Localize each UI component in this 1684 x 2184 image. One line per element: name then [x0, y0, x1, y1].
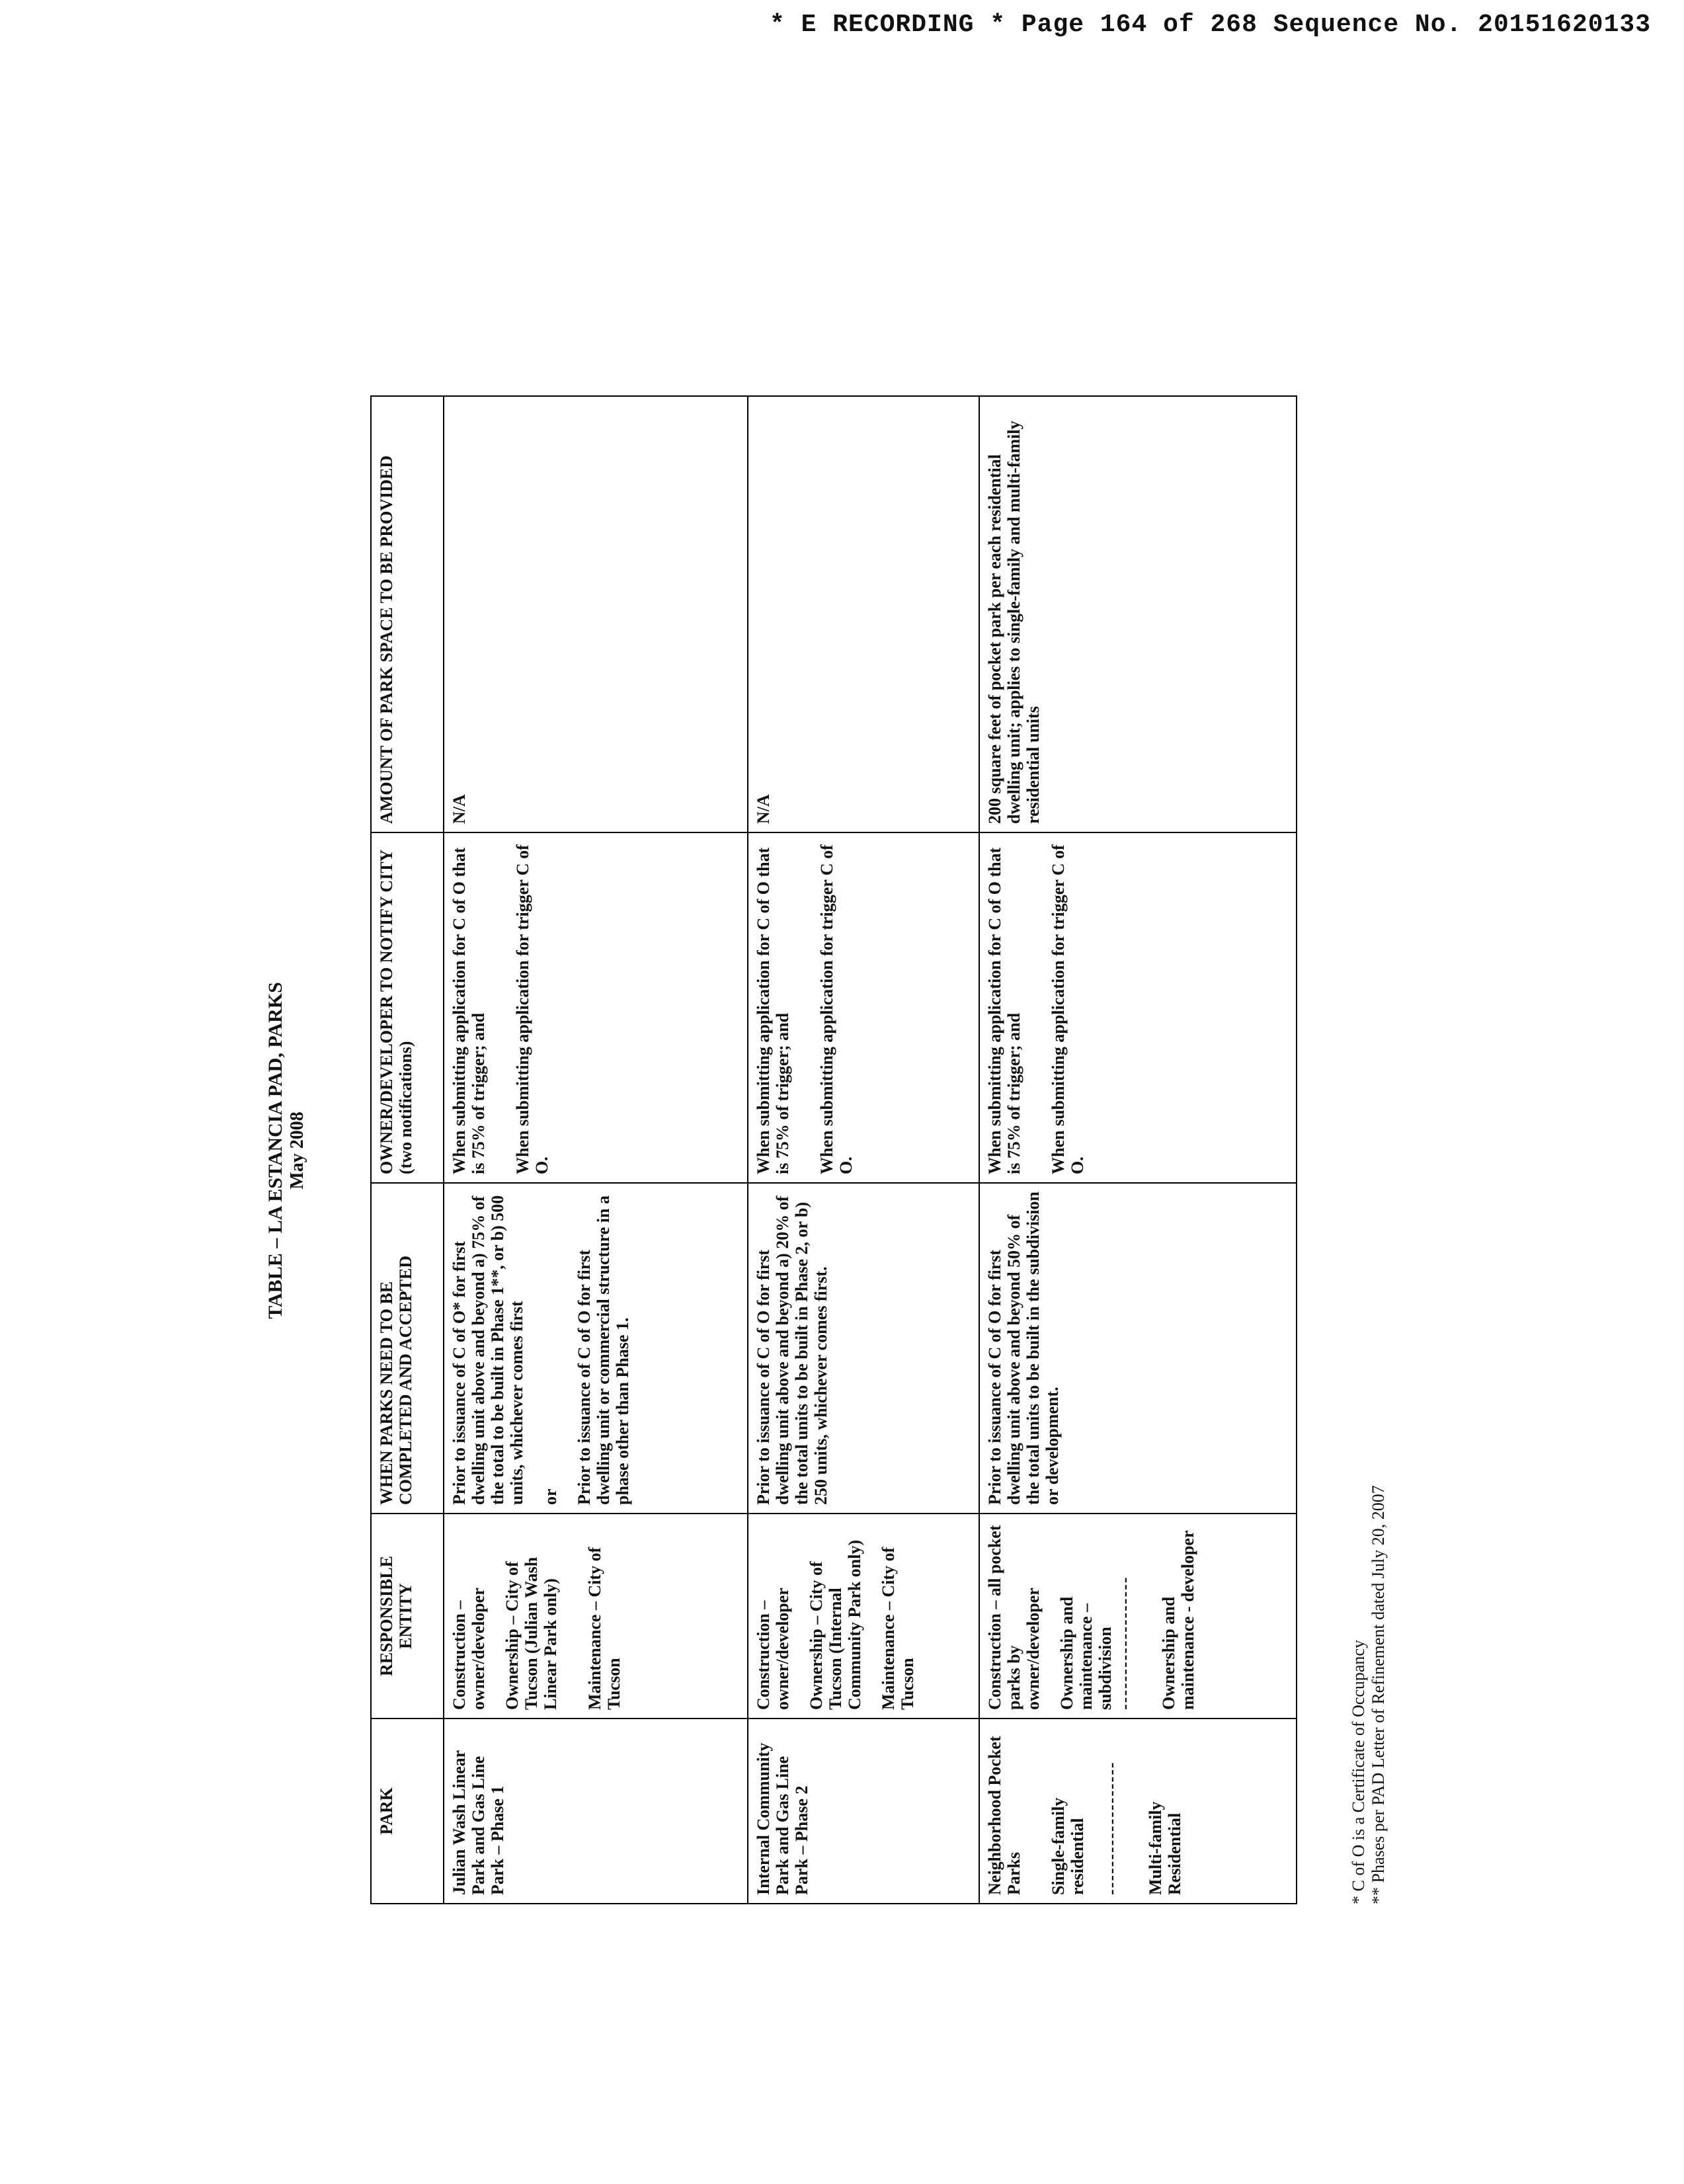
- park-sub-single-family: Single-family residential: [1049, 1797, 1087, 1895]
- entity-construction: Construction – owner/developer: [754, 1588, 792, 1710]
- when-condition-a: Prior to issuance of C of O* for first dwelling unit above and beyond a) 75% of the total to be built in Phase 1**, or b) 500 units, whichever comes first: [450, 1195, 526, 1505]
- document-subtitle: May 2008: [287, 1112, 307, 1190]
- table-row: [444, 396, 748, 1904]
- park-name: Neighborhood Pocket Parks: [985, 1736, 1023, 1895]
- parks-table: [370, 395, 1297, 1904]
- when-condition-a: Prior to issuance of C of O for first dwelling unit above and beyond a) 20% of the total units to be built in Phase 2, or b) 250 units, whichever comes first.: [754, 1195, 830, 1505]
- notify-cell: [748, 832, 979, 1183]
- when-condition-b: Prior to issuance of C of O for first dwelling unit or commercial structure in a phase other than Phase 1.: [575, 1195, 632, 1505]
- notify-cell: [444, 832, 748, 1183]
- entity-maintenance: Maintenance – City of Tucson: [585, 1547, 623, 1710]
- when-condition-a: Prior to issuance of C of O for first dwelling unit above and beyond 50% of the total units to be built in the subdivision or development.: [985, 1192, 1062, 1505]
- amount-value: N/A: [754, 794, 773, 824]
- when-cell: [979, 1183, 1297, 1514]
- entity-ownership: Ownership – City of Tucson (Julian Wash Linear Park only): [502, 1557, 560, 1710]
- footnote-phases: ** Phases per PAD Letter of Refinement dated July 20, 2007: [1369, 1485, 1388, 1904]
- rotated-document: [264, 384, 1455, 1904]
- footnote-c-of-o: * C of O is a Certificate of Occupancy: [1349, 1640, 1368, 1904]
- when-or: or: [541, 1488, 560, 1505]
- notify-first: When submitting application for C of O that is 75% of trigger; and: [754, 847, 792, 1174]
- entity-construction: Construction – owner/developer: [450, 1588, 488, 1710]
- amount-cell: [979, 396, 1297, 832]
- footnotes: [1349, 397, 1388, 1904]
- header-when-completed: WHEN PARKS NEED TO BE COMPLETED AND ACCEPTED: [371, 1183, 444, 1514]
- table-row: [748, 396, 979, 1904]
- entity-cell: [444, 1514, 748, 1719]
- entity-cell: [748, 1514, 979, 1719]
- header-notify-city: OWNER/DEVELOPER TO NOTIFY CITY (two notifications): [371, 832, 444, 1183]
- park-cell: [444, 1719, 748, 1904]
- park-cell: [979, 1719, 1297, 1904]
- entity-construction: Construction – all pocket parks by owner/developer: [985, 1525, 1043, 1710]
- amount-cell: [444, 396, 748, 832]
- notify-second: When submitting application for trigger C of O.: [1049, 844, 1087, 1174]
- entity-maintenance: Maintenance – City of Tucson: [879, 1547, 917, 1710]
- entity-cell: [979, 1514, 1297, 1719]
- table-header-row: [371, 396, 444, 1904]
- entity-single-family: Ownership and maintenance – subdivision: [1057, 1596, 1115, 1710]
- when-cell: [444, 1183, 748, 1514]
- header-responsible-entity: RESPONSIBLE ENTITY: [371, 1514, 444, 1719]
- amount-value: 200 square feet of pocket park per each residential dwelling unit; applies to single-family and multi-family residential units: [985, 421, 1043, 824]
- notify-first: When submitting application for C of O that is 75% of trigger; and: [450, 847, 488, 1174]
- park-name: Internal Community Park and Gas Line Park – Phase 2: [754, 1742, 811, 1895]
- entity-multi-family: Ownership and maintenance - developer: [1159, 1530, 1197, 1710]
- amount-value: N/A: [450, 794, 469, 824]
- park-cell: [748, 1719, 979, 1904]
- title-block: [264, 397, 308, 1904]
- header-park: PARK: [371, 1719, 444, 1904]
- header-amount-park-space: AMOUNT OF PARK SPACE TO BE PROVIDED: [371, 396, 444, 832]
- document-title: TABLE – LA ESTANCIA PAD, PARKS: [264, 982, 286, 1319]
- amount-cell: [748, 396, 979, 832]
- notify-second: When submitting application for trigger C of O.: [513, 844, 551, 1174]
- notify-cell: [979, 832, 1297, 1183]
- recording-header: * E RECORDING * Page 164 of 268 Sequence No. 20151620133: [769, 11, 1651, 39]
- notify-second: When submitting application for trigger C of O.: [817, 844, 856, 1174]
- when-cell: [748, 1183, 979, 1514]
- park-name: Julian Wash Linear Park and Gas Line Park – Phase 1: [450, 1750, 507, 1895]
- notify-first: When submitting application for C of O that is 75% of trigger; and: [985, 847, 1023, 1174]
- park-sub-multi-family: Multi-family Residential: [1146, 1801, 1184, 1895]
- table-row: [979, 396, 1297, 1904]
- divider-dashes: -------------------: [1115, 1576, 1134, 1710]
- divider-dashes: -------------------: [1102, 1761, 1121, 1895]
- entity-ownership: Ownership – City of Tucson (Internal Community Park only): [807, 1539, 864, 1710]
